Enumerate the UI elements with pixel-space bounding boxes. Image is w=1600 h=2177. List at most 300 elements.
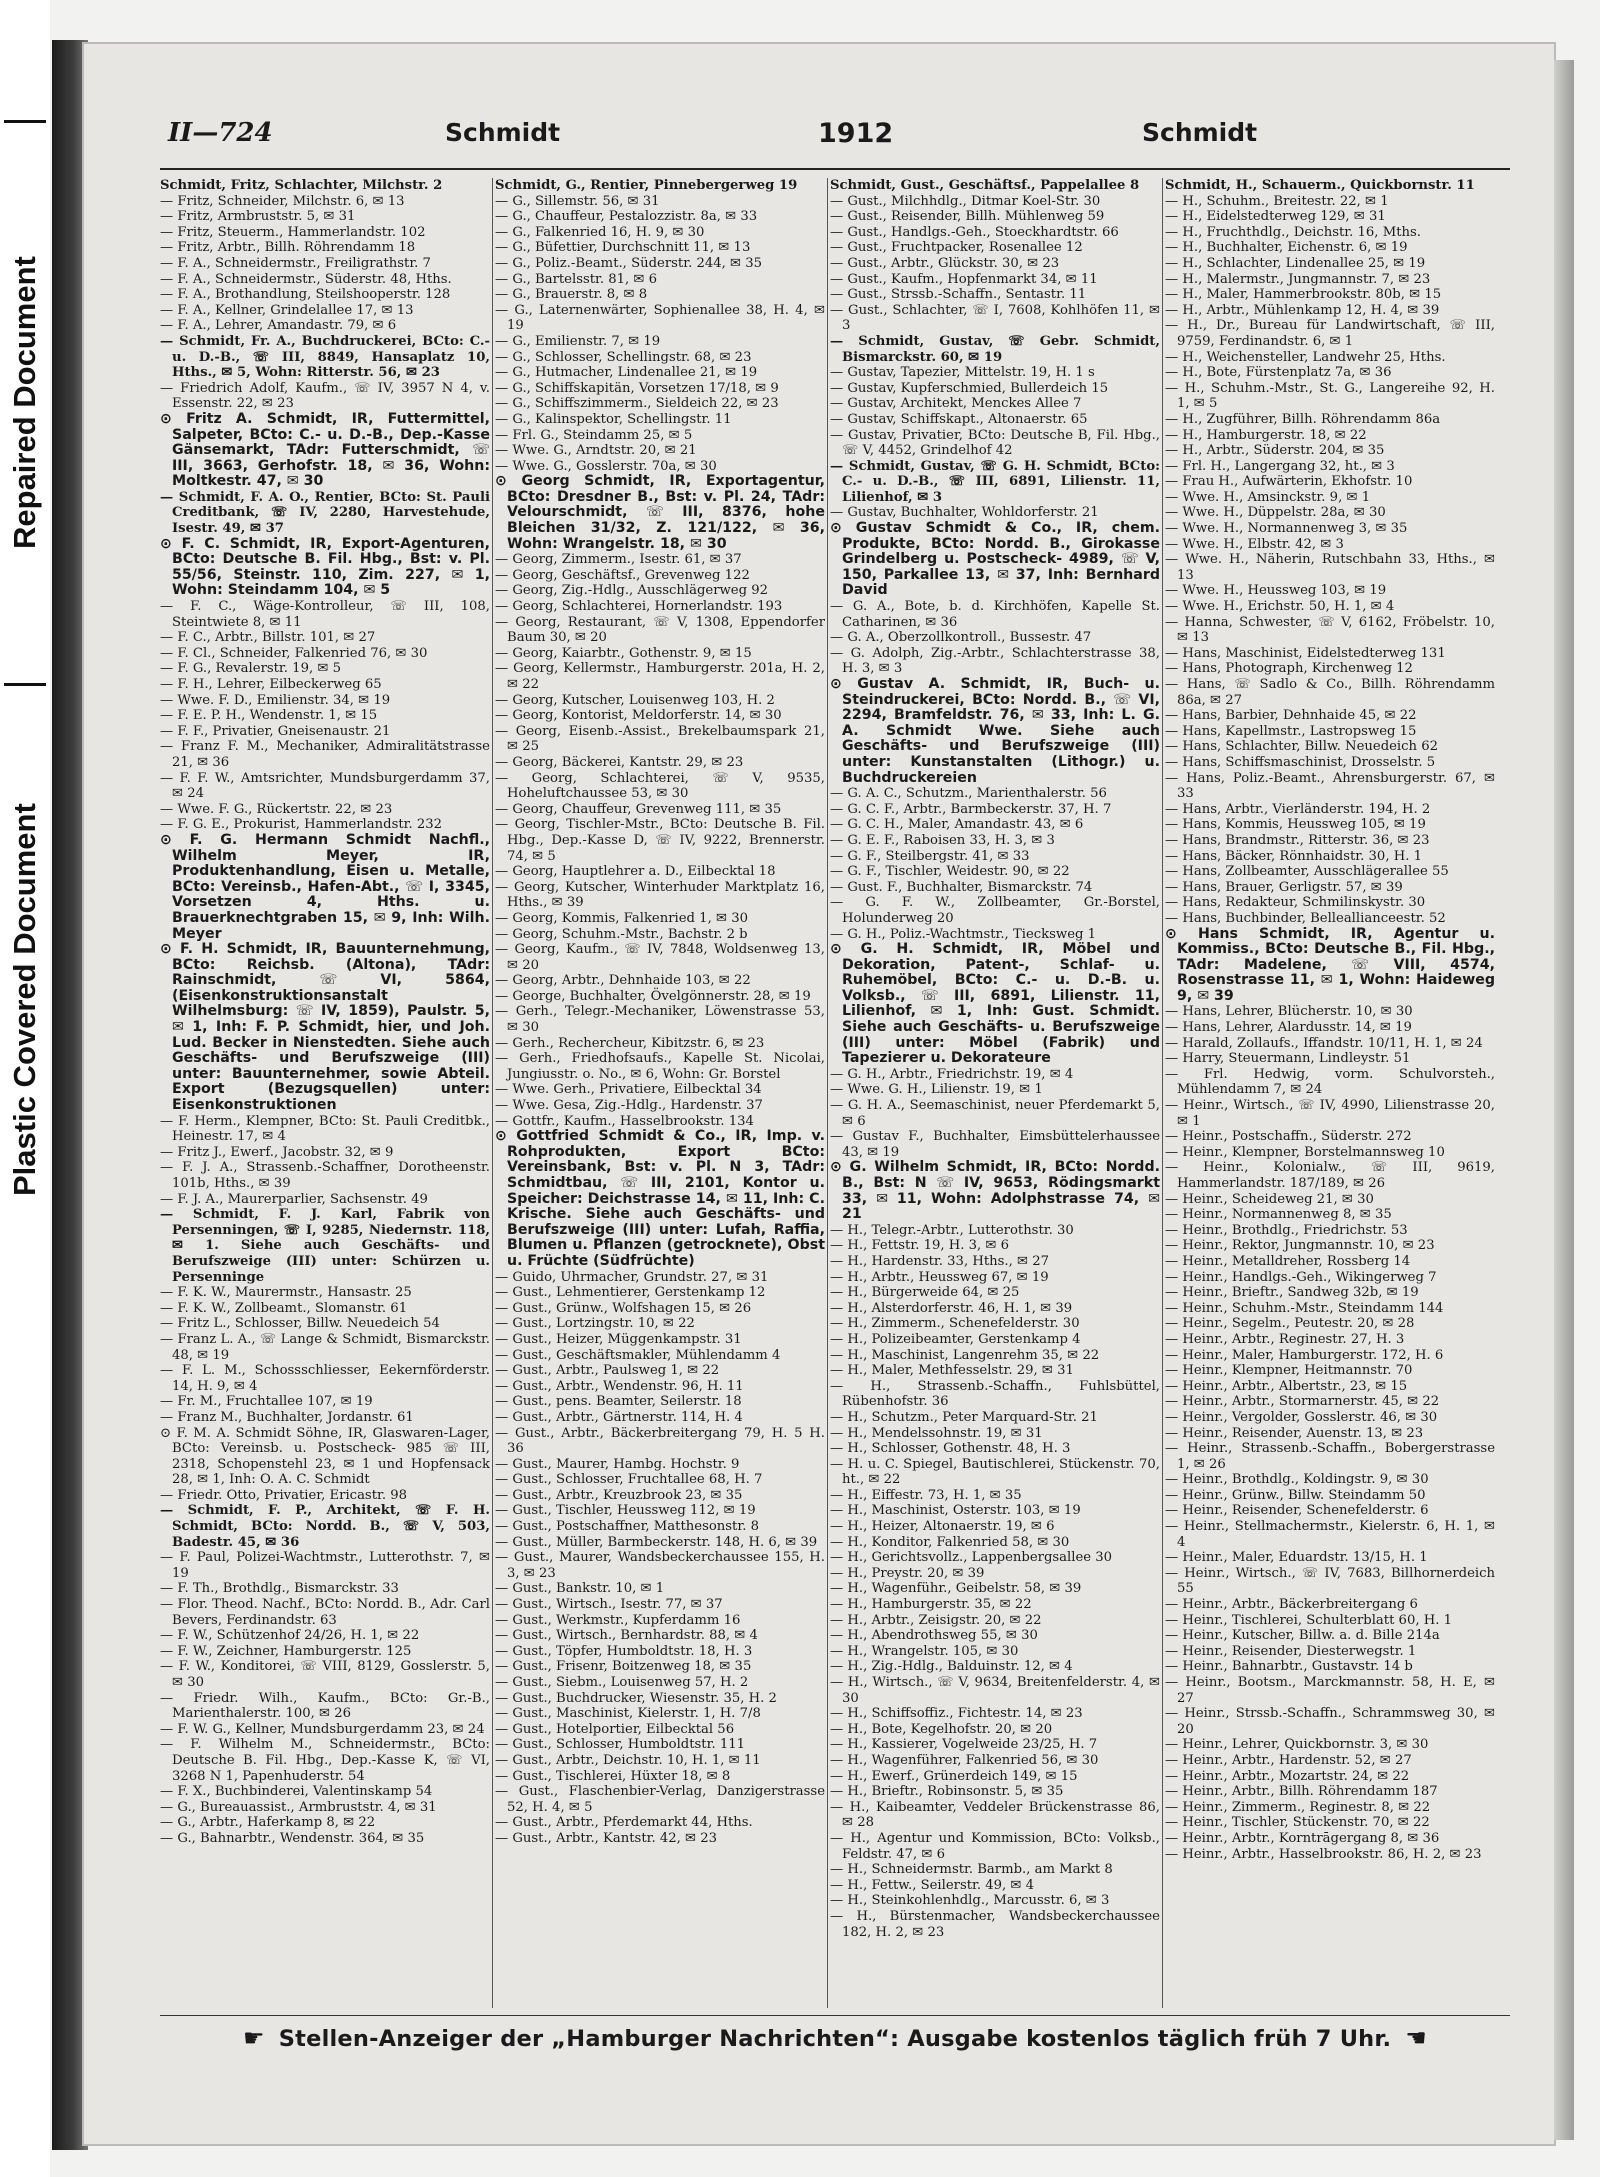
directory-entry: — H., Bürstenmacher, Wandsbeckerchaussee 182, H. 2, ✉ 23 [830,1908,1160,1940]
directory-entry: — H., Schuhm.-Mstr., St. G., Langereihe 92, H. 1, ✉ 5 [1165,380,1495,412]
directory-entry: — Heinr., Metalldreher, Rossberg 14 [1165,1253,1411,1269]
directory-entry: ⊙ F. C. Schmidt, IR, Export-Agenturen, BCto: Deutsche B. Fil. Hbg., Bst: v. Pl. 55/56, Steinstr. 110, Zim. 227, ✉ 1, Wohn: Steindamm 104, ✉ 5 [160,535,490,599]
directory-entry: — H., Fettstr. 19, H. 3, ✉ 6 [830,1238,1010,1254]
directory-entry: — H., Maschinist, Osterstr. 103, ✉ 19 [830,1503,1081,1519]
directory-entry: — Wwe. Gerh., Privatiere, Eilbecktal 34 [495,1082,762,1098]
directory-entry: — Wwe. H., Näherin, Rutschbahn 33, Hths., ✉ 13 [1165,552,1495,583]
directory-entry: — Gust., Buchdrucker, Wiesenstr. 35, H. 2 [495,1690,777,1706]
directory-entry: — Gustav, Tapezier, Mittelstr. 19, H. 1 s [830,365,1095,381]
directory-entry: — Wwe. H., Elbstr. 42, ✉ 3 [1165,536,1344,552]
directory-entry: — F. Paul, Polizei-Wachtmstr., Lutterothstr. 7, ✉ 19 [160,1550,490,1581]
header-rule [160,168,1510,170]
directory-entry: — F. Th., Brothdlg., Bismarckstr. 33 [160,1581,399,1597]
directory-entry: — Fr. M., Fruchtallee 107, ✉ 19 [160,1394,373,1410]
directory-entry: — F. W., Zeichner, Hamburgerstr. 125 [160,1643,412,1659]
directory-entry: — Gust., Arbtr., Pferdemarkt 44, Hths. [495,1815,753,1831]
directory-entry: — G. H., Arbtr., Friedrichstr. 19, ✉ 4 [830,1066,1074,1082]
directory-entry: — Heinr., Brothdlg., Friedrichstr. 53 [1165,1222,1408,1238]
directory-entry: — Heinr., Schuhm.-Mstr., Steindamm 144 [1165,1300,1444,1316]
directory-entry: — Georg, Zig.-Hdlg., Ausschlägerweg 92 [495,583,769,599]
directory-entry: — Gust., Flaschenbier-Verlag, Danzigerstrasse 52, H. 4, ✉ 5 [495,1784,825,1815]
directory-entry: — H., Arbtr., Süderstr. 204, ✉ 35 [1165,443,1385,459]
left-running-title: Schmidt [445,118,561,147]
directory-entry: — Hans, Barbier, Dehnhaide 45, ✉ 22 [1165,708,1417,724]
directory-entry: — Gust., Fruchtpacker, Rosenallee 12 [830,240,1083,256]
directory-entry: — Hans, Buchbinder, Belleallianceestr. 52 [1165,910,1446,926]
directory-entry: — Gustav, Kupferschmied, Bullerdeich 15 [830,380,1109,396]
directory-entry: — F. C., Arbtr., Billstr. 101, ✉ 27 [160,630,376,646]
directory-entry: — Gust., Bankstr. 10, ✉ 1 [495,1581,665,1597]
directory-entry: — H., Konditor, Falkenried 58, ✉ 30 [830,1534,1070,1550]
directory-entry: — H., Wagenführer, Falkenried 56, ✉ 30 [830,1752,1099,1768]
directory-entry: — Gustav, Schiffskapt., Altonaerstr. 65 [830,411,1088,427]
directory-entry: — Hans, Poliz.-Beamt., Ahrensburgerstr. 67, ✉ 33 [1165,770,1495,802]
directory-entry: — G., Kalinspektor, Schellingstr. 11 [495,411,732,427]
directory-entry: — H. u. C. Spiegel, Bautischlerei, Stückenstr. 70, ht., ✉ 22 [830,1456,1160,1488]
directory-entry: — F. W. G., Kellner, Mundsburgerdamm 23, ✉ 24 [160,1721,485,1737]
directory-entry: — H., Buchhalter, Eichenstr. 6, ✉ 19 [1165,240,1408,256]
directory-entry: — Heinr., Maler, Eduardstr. 13/15, H. 1 [1165,1550,1428,1566]
directory-entry: — Fritz L., Schlosser, Billw. Neuedeich 54 [160,1316,440,1332]
directory-entry: — G., Poliz.-Beamt., Süderstr. 244, ✉ 35 [495,255,763,271]
directory-entry: — G. E. F., Raboisen 33, H. 3, ✉ 3 [830,832,1055,848]
directory-entry: — H., Telegr.-Arbtr., Lutterothstr. 30 [830,1222,1074,1238]
column-divider [1162,178,1163,2008]
directory-entry: — Heinr., Scheideweg 21, ✉ 30 [1165,1191,1374,1207]
directory-entry: — F. E. P. H., Wendenstr. 1, ✉ 15 [160,708,378,724]
directory-entry: — Fritz, Arbtr., Billh. Röhrendamm 18 [160,240,416,256]
directory-entry: — Gust., Schlosser, Humboldtstr. 111 [495,1737,746,1753]
directory-entry: — Hans, Lehrer, Blücherstr. 10, ✉ 30 [1165,1004,1413,1020]
directory-entry: — Frl. G., Steindamm 25, ✉ 5 [495,427,693,443]
directory-entry: — Gust., Heizer, Müggenkampstr. 31 [495,1331,742,1347]
column-3 [830,178,1160,2008]
directory-entry: ⊙ G. H. Schmidt, IR, Möbel und Dekoration, Patent-, Schlaf- u. Ruhemöbel, BCto: C.- u. D.-B. u. Volksb., ☏ III, 6891, Lilienstr. 11, Lilienhof, ✉ 1, Inh: Gust. Schmidt. Siehe auch Geschäfts- u. Berufszweige (III) unter: Möbel (Fabrik) und Tapezierer u. Dekorateure [830,941,1160,1067]
column-2 [495,178,825,2008]
directory-entry: — H., Strassenb.-Schaffn., Fuhlsbüttel, Rübenhofstr. 36 [830,1378,1160,1410]
directory-entry: — F. K. W., Maurermstr., Hansastr. 25 [160,1285,412,1301]
directory-entry: — G. A., Oberzollkontroll., Bussestr. 47 [830,630,1092,646]
directory-entry: — G. A. C., Schutzm., Marienthalerstr. 56 [830,786,1107,802]
directory-entry: — Heinr., Zimmerm., Reginestr. 8, ✉ 22 [1165,1799,1431,1815]
directory-entry: — F. A., Kellner, Grindelallee 17, ✉ 13 [160,302,414,318]
pointing-hand-icon: ☚ [1405,2024,1427,2052]
directory-entry: — F. L. M., Schossschliesser, Eekernförderstr. 14, H. 9, ✉ 4 [160,1363,490,1394]
directory-entry: Schmidt, Fritz, Schlachter, Milchstr. 2 [160,178,443,193]
directory-entry: — Gust. F., Buchhalter, Bismarckstr. 74 [830,879,1093,895]
directory-entry: — Gust., Lortzingstr. 10, ✉ 22 [495,1316,695,1332]
directory-entry: — H., Maler, Methfesselstr. 29, ✉ 31 [830,1363,1074,1379]
directory-entry: — Wwe. H., Amsinckstr. 9, ✉ 1 [1165,489,1371,505]
directory-entry: — Schmidt, Gustav, ☏ Gebr. Schmidt, Bismarckstr. 60, ✉ 19 [830,333,1160,365]
directory-entry: — Heinr., Arbtr., Albertstr., 23, ✉ 15 [1165,1378,1408,1394]
directory-entry: — H., Schneidermstr. Barmb., am Markt 8 [830,1862,1113,1878]
directory-entry: — Heinr., Arbtr., Mozartstr. 24, ✉ 22 [1165,1768,1410,1784]
directory-entry: — Gust., Milchhdlg., Ditmar Koel-Str. 30 [830,193,1101,209]
directory-entry: — Georg, Kontorist, Meldorferstr. 14, ✉ 30 [495,708,782,724]
directory-entry: — Heinr., Rektor, Jungmannstr. 10, ✉ 23 [1165,1238,1435,1254]
directory-entry: — Gust., Frisenr, Boitzenweg 18, ✉ 35 [495,1659,752,1675]
directory-entry: — G. F. W., Zollbeamter, Gr.-Borstel, Holunderweg 20 [830,895,1160,926]
directory-entry: — Wwe. F. D., Emilienstr. 34, ✉ 19 [160,692,391,708]
directory-entry: — Schmidt, Fr. A., Buchdruckerei, BCto: C.- u. D.-B., ☏ III, 8849, Hansaplatz 10, Hths., ✉ 5, Wohn: Ritterstr. 56, ✉ 23 [160,333,490,381]
directory-entry: — Heinr., Normannenweg 8, ✉ 35 [1165,1207,1392,1223]
directory-entry: — H., Weichensteller, Landwehr 25, Hths. [1165,349,1446,365]
directory-entry: — H., Eiffestr. 73, H. 1, ✉ 35 [830,1487,1022,1503]
directory-entry: — H., Bürgerweide 64, ✉ 25 [830,1285,1020,1301]
directory-entry: — Heinr., Bahnarbtr., Gustavstr. 14 b [1165,1659,1413,1675]
footer-rule [160,2015,1510,2016]
directory-entry: — Heinr., Grünw., Billw. Steindamm 50 [1165,1487,1426,1503]
directory-entry: — Gust., Schlosser, Fruchtallee 68, H. 7 [495,1472,763,1488]
directory-entry: — H., Maschinist, Langenrehm 35, ✉ 22 [830,1347,1100,1363]
directory-entry: — Georg, Geschäftsf., Grevenweg 122 [495,567,750,583]
directory-entry: — G., Bahnarbtr., Wendenstr. 364, ✉ 35 [160,1830,425,1846]
directory-entry: — Gust., Wirtsch., Bernhardstr. 88, ✉ 4 [495,1628,758,1644]
directory-entry: — F. G., Revalerstr. 19, ✉ 5 [160,661,341,677]
directory-entry: — Schmidt, F. J. Karl, Fabrik von Persenningen, ☏ I, 9285, Niedernstr. 118, ✉ 1. Siehe auch Geschäfts- und Berufszweige (III) unter: Schürzen u. Persenninge [160,1207,490,1285]
directory-entry: — Schmidt, F. A. O., Rentier, BCto: St. Pauli Creditbank, ☏ IV, 2280, Harvestehude, Isestr. 49, ✉ 37 [160,489,490,537]
directory-entry: — Georg, Kutscher, Winterhuder Marktplatz 16, Hths., ✉ 39 [495,879,825,911]
directory-entry: — Gust., Handlgs.-Geh., Stoeckhardtstr. 66 [830,224,1119,240]
directory-entry: — G. C. F., Arbtr., Barmbeckerstr. 37, H. 7 [830,801,1112,817]
directory-entry: — Heinr., Klempner, Heitmannstr. 70 [1165,1363,1413,1379]
directory-entry: — F. Wilhelm M., Schneidermstr., BCto: Deutsche B. Fil. Hbg., Dep.-Kasse K, ☏ VI, 3268 N 1, Papenhuderstr. 54 [160,1737,490,1784]
directory-entry: — F. Cl., Schneider, Falkenried 76, ✉ 30 [160,645,428,661]
directory-entry: ⊙ F. G. Hermann Schmidt Nachfl., Wilhelm Meyer, IR, Produktenhandlung, Eisen u. Metalle, BCto: Vereinsb., Hafen-Abt., ☏ I, 3345, Vorsetzen 4, Hths. u. Brauerknechtgraben 15, ✉ 9, Inh: Wilh. Meyer [160,831,490,942]
directory-entry: — G., Sillemstr. 56, ✉ 31 [495,193,660,209]
directory-entry: — H., Preystr. 20, ✉ 39 [830,1565,985,1581]
directory-entry: — Gustav, Privatier, BCto: Deutsche B, Fil. Hbg., ☏ V, 4452, Grindelhof 42 [830,427,1160,459]
directory-entry: — Hans, Schlachter, Billw. Neuedeich 62 [1165,739,1439,755]
column-4 [1165,178,1495,2008]
page-edge [1554,60,1574,2140]
directory-entry: — Wwe. H., Düppelstr. 28a, ✉ 30 [1165,505,1386,521]
directory-entry: — Georg, Eisenb.-Assist., Brekelbaumspark 21, ✉ 25 [495,723,825,755]
directory-entry: — F. C., Wäge-Kontrolleur, ☏ III, 108, Steintwiete 8, ✉ 11 [160,599,490,630]
directory-entry: — Gust., Werkmstr., Kupferdamm 16 [495,1612,741,1628]
directory-entry: — Heinr., Stellmachermstr., Kielerstr. 6, H. 1, ✉ 4 [1165,1519,1495,1550]
directory-entry: — Hans, Schiffsmaschinist, Drosselstr. 5 [1165,754,1436,770]
directory-entry: — Harry, Steuermann, Lindleystr. 51 [1165,1051,1411,1067]
directory-entry: — Heinr., Arbtr., Reginestr. 27, H. 3 [1165,1331,1405,1347]
directory-entry: — Gust., Wirtsch., Isestr. 77, ✉ 37 [495,1597,723,1613]
directory-entry: — Heinr., Strssb.-Schaffn., Schrammsweg 30, ✉ 20 [1165,1706,1495,1737]
directory-entry: — H., Gerichtsvollz., Lappenbergsallee 30 [830,1550,1113,1566]
directory-entry: — Fritz, Armbruststr. 5, ✉ 31 [160,209,356,225]
directory-entry: — Gust., Lehmentierer, Gerstenkamp 12 [495,1285,766,1301]
directory-entry: — H., Hamburgerstr. 35, ✉ 22 [830,1597,1032,1613]
directory-entry: — Georg, Kaiarbtr., Gothenstr. 9, ✉ 15 [495,645,752,661]
directory-entry: — Fritz, Steuerm., Hammerlandstr. 102 [160,224,426,240]
directory-entry: — Gust., Kaufm., Hopfenmarkt 34, ✉ 11 [830,271,1098,287]
directory-entry: — Heinr., Kolonialw., ☏ III, 9619, Hammerlandstr. 187/189, ✉ 26 [1165,1160,1495,1191]
directory-entry: — H., Alsterdorferstr. 46, H. 1, ✉ 39 [830,1300,1073,1316]
directory-entry: — Gust., Grünw., Wolfshagen 15, ✉ 26 [495,1300,752,1316]
directory-entry: — F. J. A., Strassenb.-Schaffner, Dorotheenstr. 101b, Hths., ✉ 39 [160,1160,490,1191]
directory-entry: — G., Chauffeur, Pestalozzistr. 8a, ✉ 33 [495,209,758,225]
directory-entry: — Gust., Schlachter, ☏ I, 7608, Kohlhöfen 11, ✉ 3 [830,302,1160,334]
directory-entry: — Gust., Maurer, Hambg. Hochstr. 9 [495,1456,740,1472]
directory-entry: — Heinr., Kutscher, Billw. a. d. Bille 214a [1165,1628,1440,1644]
directory-entry: ⊙ Gustav A. Schmidt, IR, Buch- u. Steindruckerei, BCto: Nordd. B., ☏ VI, 2294, Bramfeldstr. 76, ✉ 33, Inh: L. G. A. Schmidt Wwe. Siehe auch Geschäfts- und Berufszweige (III) unter: Kunstanstalten (Lithogr.) u. Buchdruckereien [830,676,1160,786]
directory-entry: ⊙ G. Wilhelm Schmidt, IR, BCto: Nordd. B., Bst: N ☏ IV, 9653, Rödingsmarkt 33, ✉ 11, Wohn: Adolphstrasse 74, ✉ 21 [830,1159,1160,1223]
directory-entry: — Gerh., Friedhofsaufs., Kapelle St. Nicolai, Jungiusstr. o. No., ✉ 6, Wohn: Gr. Borstel [495,1051,825,1082]
directory-entry: — H., Dr., Bureau für Landwirtschaft, ☏ III, 9759, Ferdinandstr. 6, ✉ 1 [1165,318,1495,349]
directory-entry: — Gust., Arbtr., Glückstr. 30, ✉ 23 [830,255,1060,271]
pointing-hand-icon: ☛ [242,2024,265,2052]
archival-side-labels [0,0,50,2177]
directory-entry: — Wwe. G., Arndtstr. 20, ✉ 21 [495,443,697,459]
right-running-title: Schmidt [1142,118,1258,147]
directory-entry: — G. H. A., Seemaschinist, neuer Pferdemarkt 5, ✉ 6 [830,1098,1160,1129]
directory-entry: — Hanna, Schwester, ☏ V, 6162, Fröbelstr. 10, ✉ 13 [1165,614,1495,646]
directory-entry: — Heinr., Postschaffn., Süderstr. 272 [1165,1129,1412,1145]
directory-entry: — Gust., Tischlerei, Hüxter 18, ✉ 8 [495,1768,731,1784]
directory-entry: — H., Hardenstr. 33, Hths., ✉ 27 [830,1253,1049,1269]
directory-entry: — G. Adolph, Zig.-Arbtr., Schlachterstrasse 38, H. 3, ✉ 3 [830,645,1160,677]
directory-entry: — H., Wrangelstr. 105, ✉ 30 [830,1643,1019,1659]
directory-entry: — G. F., Tischler, Weidestr. 90, ✉ 22 [830,864,1070,880]
directory-entry: — Fritz J., Ewerf., Jacobstr. 32, ✉ 9 [160,1144,394,1160]
directory-entry: ⊙ Georg Schmidt, IR, Exportagentur, BCto: Dresdner B., Bst: v. Pl. 24, TAdr: Velourschmidt, ☏ III, 8376, hohe Bleichen 31/32, Z. 121/122, ✉ 36, Wohn: Wrangelstr. 18, ✉ 30 [495,473,825,552]
page-footer-advert [160,2024,1510,2052]
directory-entry: — Heinr., Arbtr., Bäckerbreitergang 6 [1165,1597,1418,1613]
directory-entry: — Heinr., Arbtr., Korntrāgergang 8, ✉ 36 [1165,1830,1440,1846]
directory-entry: ⊙ Hans Schmidt, IR, Agentur u. Kommiss., BCto: Deutsche B., Fil. Hbg., TAdr: Madelene, ☏ VIII, 4574, Rosenstrasse 11, ✉ 1, Wohn: Haideweg 9, ✉ 39 [1165,925,1495,1004]
directory-entry: — Hans, Kommis, Heussweg 105, ✉ 19 [1165,817,1426,833]
directory-entry: — Georg, Kutscher, Louisenweg 103, H. 2 [495,692,775,708]
directory-entry: — H., Arbtr., Mühlenkamp 12, H. 4, ✉ 39 [1165,302,1440,318]
directory-entry: — Gust., Strssb.-Schaffn., Sentastr. 11 [830,287,1087,303]
column-divider [827,178,828,2008]
directory-entry: — G., Brauerstr. 8, ✉ 8 [495,287,648,303]
directory-entry: — H., Ewerf., Grünerdeich 149, ✉ 15 [830,1768,1078,1784]
directory-entry: — H., Schiffsoffiz., Fichtestr. 14, ✉ 23 [830,1706,1083,1722]
directory-entry: — G., Schiffszimmerm., Sieldeich 22, ✉ 23 [495,396,779,412]
directory-entry: — F. A., Schneidermstr., Süderstr. 48, Hths. [160,271,452,287]
directory-entry: — Gust., Töpfer, Humboldtstr. 18, H. 3 [495,1643,753,1659]
directory-entry: — Hans, Photograph, Kirchenweg 12 [1165,661,1413,677]
directory-entry: — G. C. H., Maler, Amandastr. 43, ✉ 6 [830,817,1084,833]
directory-entry: — G., Schlosser, Schellingstr. 68, ✉ 23 [495,349,752,365]
column-1 [160,178,490,2008]
directory-entry: — Heinr., Arbtr., Billh. Röhrendamm 187 [1165,1784,1438,1800]
directory-entry: — F. A., Brothandlung, Steilshooperstr. 128 [160,287,451,303]
directory-entry: — Gust., Tischler, Heussweg 112, ✉ 19 [495,1503,756,1519]
directory-entry: — Wwe. H., Normannenweg 3, ✉ 35 [1165,521,1408,537]
directory-entry: — Friedrich Adolf, Kaufm., ☏ IV, 3957 N 4, v. Essenstr. 22, ✉ 23 [160,380,490,412]
directory-entry: — H., Abendrothsweg 55, ✉ 30 [830,1628,1038,1644]
directory-entry: ⊙ F. M. A. Schmidt Söhne, IR, Glaswaren-Lager, BCto: Vereinsb. u. Postscheck- 985 ☏ III, 2318, Schopenstehl 23, ✉ 1 und Hopfensack 28, ✉ 1, Inh: O. A. C. Schmidt [160,1425,490,1488]
directory-entry: — H., Bote, Kegelhofstr. 20, ✉ 20 [830,1721,1053,1737]
directory-entry: — Hans, ☏ Sadlo & Co., Billh. Röhrendamm 86a, ✉ 27 [1165,677,1495,708]
directory-entry: — Gust., Arbtr., Paulsweg 1, ✉ 22 [495,1363,720,1379]
directory-entry: — Fritz, Schneider, Milchstr. 6, ✉ 13 [160,193,405,209]
directory-entry: — Franz M., Buchhalter, Jordanstr. 61 [160,1409,414,1425]
directory-entry: — H., Mendelssohnstr. 19, ✉ 31 [830,1425,1043,1441]
directory-entry: — F. G. E., Prokurist, Hammerlandstr. 232 [160,817,443,833]
directory-entry: — Franz L. A., ☏ Lange & Schmidt, Bismarckstr. 48, ✉ 19 [160,1331,490,1363]
directory-entry: — H., Arbtr., Heussweg 67, ✉ 19 [830,1269,1049,1285]
directory-entry: — Hans, Bäcker, Rönnhaidstr. 30, H. 1 [1165,848,1422,864]
directory-entry: — Georg, Kaufm., ☏ IV, 7848, Woldsenweg 13, ✉ 20 [495,942,825,973]
directory-entry: — Gust., Müller, Barmbeckerstr. 148, H. 6, ✉ 39 [495,1534,818,1550]
directory-entry: — H., Arbtr., Zeisigstr. 20, ✉ 22 [830,1612,1042,1628]
directory-entry: — Gust., Arbtr., Bäckerbreitergang 79, H. 5 H. 36 [495,1425,825,1457]
directory-entry: — Heinr., Tischlerei, Schulterblatt 60, H. 1 [1165,1612,1453,1628]
directory-entry: — Georg, Schuhm.-Mstr., Bachstr. 2 b [495,926,748,942]
directory-entry: — Gottfr., Kaufm., Hasselbrookstr. 134 [495,1113,754,1129]
directory-entry: — Heinr., Wirtsch., ☏ IV, 4990, Lilienstrasse 20, ✉ 1 [1165,1098,1495,1129]
directory-entry: — Hans, Maschinist, Eidelstedterweg 131 [1165,645,1446,661]
directory-entry: — Hans, Kapellmstr., Lastropsweg 15 [1165,723,1417,739]
directory-entry: — Hans, Brauer, Gerligstr. 57, ✉ 39 [1165,879,1403,895]
directory-entry: — Gust., pens. Beamter, Seilerstr. 18 [495,1394,742,1410]
directory-entry: — Gust., Arbtr., Kantstr. 42, ✉ 23 [495,1830,718,1846]
directory-entry: — H., Zig.-Hdlg., Balduinstr. 12, ✉ 4 [830,1659,1073,1675]
directory-entry: — F. J. A., Maurerparlier, Sachsenstr. 49 [160,1191,428,1207]
directory-entry: — Gustav, Buchhalter, Wohldorferstr. 21 [830,505,1099,521]
directory-entry: — F. Herm., Klempner, BCto: St. Pauli Creditbk., Heinestr. 17, ✉ 4 [160,1113,490,1145]
directory-entry: — Heinr., Reisender, Auenstr. 13, ✉ 23 [1165,1425,1424,1441]
directory-entry: — H., Heizer, Altonaerstr. 19, ✉ 6 [830,1519,1055,1535]
directory-entry: — Georg, Chauffeur, Grevenweg 111, ✉ 35 [495,801,782,817]
directory-entry: — Gust., Postschaffner, Matthesonstr. 8 [495,1519,759,1535]
directory-entry: — F. A., Lehrer, Amandastr. 79, ✉ 6 [160,318,397,334]
directory-entry: — Georg, Zimmerm., Isestr. 61, ✉ 37 [495,552,742,568]
directory-entry: — Heinr., Vergolder, Gosslerstr. 46, ✉ 30 [1165,1409,1438,1425]
directory-entry: — F. F. W., Amtsrichter, Mundsburgerdamm 37, ✉ 24 [160,770,490,802]
directory-entry: — Georg, Tischler-Mstr., BCto: Deutsche B. Fil. Hbg., Dep.-Kasse D, ☏ IV, 9222, Brennerstr. 74, ✉ 5 [495,817,825,864]
directory-entry: — Friedr. Wilh., Kaufm., BCto: Gr.-B., Marienthalerstr. 100, ✉ 26 [160,1690,490,1722]
directory-entry: — Wwe. G. H., Lilienstr. 19, ✉ 1 [830,1082,1043,1098]
column-divider [492,178,493,2008]
directory-entry: — Heinr., Brieftr., Sandweg 32b, ✉ 19 [1165,1285,1419,1301]
directory-entry: — Heinr., Arbtr., Stormarnerstr. 45, ✉ 22 [1165,1394,1440,1410]
directory-entry: — H., Schuhm., Breitestr. 22, ✉ 1 [1165,193,1389,209]
directory-entry: Schmidt, G., Rentier, Pinnebergerweg 19 [495,178,798,193]
directory-entry: — G., Hutmacher, Lindenallee 21, ✉ 19 [495,365,758,381]
directory-entry: — Heinr., Strassenb.-Schaffn., Bobergerstrasse 1, ✉ 26 [1165,1441,1495,1472]
directory-entry: — F. K. W., Zollbeamt., Slomanstr. 61 [160,1300,408,1316]
directory-entry: — Heinr., Wirtsch., ☏ IV, 7683, Billhornerdeich 55 [1165,1565,1495,1597]
directory-entry: — Georg, Hauptlehrer a. D., Eilbecktal 18 [495,864,776,880]
directory-entry: — Harald, Zollaufs., Iffandstr. 10/11, H. 1, ✉ 24 [1165,1035,1483,1051]
directory-entry: — G., Emilienstr. 7, ✉ 19 [495,333,661,349]
directory-entry: — Heinr., Tischler, Stückenstr. 70, ✉ 22 [1165,1815,1430,1831]
directory-entry: — H., Schutzm., Peter Marquard-Str. 21 [830,1409,1098,1425]
directory-entry: — Heinr., Handlgs.-Geh., Wikingerweg 7 [1165,1269,1437,1285]
directory-entry: — H., Polizeibeamter, Gerstenkamp 4 [830,1331,1081,1347]
directory-entry: — Georg, Kommis, Falkenried 1, ✉ 30 [495,910,748,926]
directory-year: 1912 [818,118,894,149]
directory-entry: — G., Falkenried 16, H. 9, ✉ 30 [495,224,705,240]
directory-entry: ⊙ Gottfried Schmidt & Co., IR, Imp. v. Rohprodukten, Export BCto: Vereinsbank, Bst: v. Pl. N 3, TAdr: Schmidtbau, ☏ III, 2101, Kontor u. Speicher: Deichstrasse 14, ✉ 11, Inh: C. Krische. Siehe auch Geschäfts- und Berufszweige (III) unter: Lufah, Raffia, Blumen u. Pflanzen (getrocknete), Obst u. Früchte (Südfrüchte) [495,1128,825,1269]
directory-entry: — Georg, Schlachterei, Hornerlandstr. 193 [495,599,783,615]
directory-entry: — F. W., Schützenhof 24/26, H. 1, ✉ 22 [160,1628,420,1644]
directory-entry: — Wwe. Gesa, Zig.-Hdlg., Hardenstr. 37 [495,1098,763,1114]
directory-entry: — H., Maler, Hammerbrookstr. 80b, ✉ 15 [1165,287,1442,303]
directory-entry: — Wwe. H., Heussweg 103, ✉ 19 [1165,583,1387,599]
directory-entry: — H., Steinkohlenhdlg., Marcusstr. 6, ✉ 3 [830,1893,1110,1909]
directory-entry: — Georg, Bäckerei, Kantstr. 29, ✉ 23 [495,754,744,770]
directory-entry: — H., Eidelstedterweg 129, ✉ 31 [1165,209,1386,225]
directory-entry: — H., Schlosser, Gothenstr. 48, H. 3 [830,1441,1071,1457]
directory-entry: — Gust., Arbtr., Gärtnerstr. 114, H. 4 [495,1409,743,1425]
directory-entry: — Hans, Redakteur, Schmilinskystr. 30 [1165,895,1426,911]
page-number: II—724 [168,118,273,148]
directory-entry: — Wwe. G., Gosslerstr. 70a, ✉ 30 [495,458,717,474]
directory-entry: — F. W., Konditorei, ☏ VIII, 8129, Gosslerstr. 5, ✉ 30 [160,1659,490,1690]
directory-entry: ⊙ Fritz A. Schmidt, IR, Futtermittel, Salpeter, BCto: C.- u. D.-B., Dep.-Kasse Gänsemarkt, TAdr: Futterschmidt, ☏ III, 3663, Gerhofstr. 18, ✉ 36, Wohn: Moltkestr. 47, ✉ 30 [160,410,490,490]
directory-entry: — G., Laternenwärter, Sophienallee 38, H. 4, ✉ 19 [495,302,825,334]
directory-entry: Schmidt, Gust., Geschäftsf., Pappelallee 8 [830,178,1140,193]
directory-entry: ⊙ F. H. Schmidt, IR, Bauunternehmung, BCto: Reichsb. (Altona), TAdr: Rainschmidt, ☏ VI, 5864, (Eisenkonstruktionsanstalt Wilhelmsburg: ☏ IV, 1859), Paulstr. 5, ✉ 1, Inh: F. P. Schmidt, hier, und Joh. Lud. Becker in Nienstedten. Siehe auch Geschäfts- und Berufszweige (III) unter: Bauunternehmer, sowie Abteil. Export (Bezugsquellen) unter: Eisenkonstruktionen [160,941,490,1114]
directory-entry: — G., Bartelsstr. 81, ✉ 6 [495,271,658,287]
directory-entry: — Wwe. H., Erichstr. 50, H. 1, ✉ 4 [1165,599,1395,615]
directory-entry: — G. H., Poliz.-Wachtmstr., Tiecksweg 1 [830,926,1097,942]
directory-entry: — Wwe. F. G., Rückertstr. 22, ✉ 23 [160,801,393,817]
directory-entry: — G., Arbtr., Haferkamp 8, ✉ 22 [160,1815,376,1831]
directory-entry: — Heinr., Reisender, Schenefelderstr. 6 [1165,1503,1429,1519]
directory-entry: — H., Bote, Fürstenplatz 7a, ✉ 36 [1165,365,1392,381]
directory-entry: — Guido, Uhrmacher, Grundstr. 27, ✉ 31 [495,1269,769,1285]
directory-entry: — Heinr., Klempner, Borstelmannsweg 10 [1165,1144,1445,1160]
directory-entry: — Gust., Geschäftsmakler, Mühlendamm 4 [495,1347,781,1363]
directory-entry: — H., Fruchthdlg., Deichstr. 16, Mths. [1165,224,1421,240]
directory-entry: — Georg, Schlachterei, ☏ V, 9535, Hoheluftchaussee 53, ✉ 30 [495,770,825,802]
directory-entry: — Gust., Arbtr., Deichstr. 10, H. 1, ✉ 11 [495,1752,761,1768]
directory-entry: — Gerh., Rechercheur, Kibitzstr. 6, ✉ 23 [495,1035,765,1051]
directory-entry: — Gust., Maurer, Wandsbeckerchaussee 155, H. 3, ✉ 23 [495,1550,825,1581]
directory-entry: — H., Malermstr., Jungmannstr. 7, ✉ 23 [1165,271,1431,287]
directory-entry: — Heinr., Reisender, Diesterwegstr. 1 [1165,1643,1417,1659]
directory-entry: — Hans, Brandmstr., Ritterstr. 36, ✉ 23 [1165,832,1430,848]
directory-entry: ⊙ Gustav Schmidt & Co., IR, chem. Produkte, BCto: Nordd. B., Girokasse Grindelberg u. Postscheck- 4989, ☏ V, 150, Parkallee 13, ✉ 37, Inh: Bernhard David [830,520,1160,599]
directory-entry: — H., Schlachter, Lindenallee 25, ✉ 19 [1165,255,1426,271]
directory-entry: — Schmidt, F. P., Architekt, ☏ F. H. Schmidt, BCto: Nordd. B., ☏ V, 503, Badestr. 45, ✉ 36 [160,1503,490,1550]
directory-entry: — George, Buchhalter, Övelgönnerstr. 28, ✉ 19 [495,988,811,1004]
directory-entry: — H., Wagenführ., Geibelstr. 58, ✉ 39 [830,1581,1082,1597]
repaired-document-label: Repaired Document [4,120,46,686]
directory-entry: — Gust., Arbtr., Wendenstr. 96, H. 11 [495,1378,744,1394]
plastic-covered-document-label: Plastic Covered Document [7,803,42,1197]
directory-entry: — Gerh., Telegr.-Mechaniker, Löwenstrasse 53, ✉ 30 [495,1004,825,1036]
directory-entry: — Frau H., Aufwärterin, Ekhofstr. 10 [1165,474,1413,490]
directory-entry: — F. F., Privatier, Gneisenaustr. 21 [160,723,391,739]
directory-entry: — Gust., Hotelportier, Eilbecktal 56 [495,1721,735,1737]
directory-entry: — G., Bureauassist., Armbruststr. 4, ✉ 31 [160,1799,437,1815]
directory-entry: — Flor. Theod. Nachf., BCto: Nordd. B., Adr. Carl Bevers, Ferdinandstr. 63 [160,1597,490,1628]
directory-entry: — F. H., Lehrer, Eilbeckerweg 65 [160,677,382,692]
directory-entry: — Heinr., Arbtr., Hasselbrookstr. 86, H. 2, ✉ 23 [1165,1846,1482,1862]
directory-entry: — G. A., Bote, b. d. Kirchhöfen, Kapelle St. Catharinen, ✉ 36 [830,599,1160,630]
directory-entry: — Hans, Zollbeamter, Ausschlägerallee 55 [1165,864,1449,880]
directory-entry: — H., Fettw., Seilerstr. 49, ✉ 4 [830,1877,1035,1893]
directory-entry: — Heinr., Arbtr., Hardenstr. 52, ✉ 27 [1165,1752,1412,1768]
directory-entry: — Heinr., Brothdlg., Koldingstr. 9, ✉ 30 [1165,1472,1429,1488]
page-header [160,118,1510,158]
directory-entry: — Heinr., Maler, Hamburgerstr. 172, H. 6 [1165,1347,1444,1363]
directory-entry: — H., Agentur und Kommission, BCto: Volksb., Feldstr. 47, ✉ 6 [830,1830,1160,1862]
directory-entry: — H., Wirtsch., ☏ V, 9634, Breitenfelderstr. 4, ✉ 30 [830,1675,1160,1706]
directory-entry: — Georg, Restaurant, ☏ V, 1308, Eppendorfer Baum 30, ✉ 20 [495,614,825,646]
directory-entry: — G., Büfettier, Durchschnitt 11, ✉ 13 [495,240,751,256]
directory-entry: — Gustav, Architekt, Menckes Allee 7 [830,396,1082,412]
directory-entry: — Schmidt, Gustav, ☏ G. H. Schmidt, BCto: C.- u. D.-B., ☏ III, 6891, Lilienstr. 11, Lilienhof, ✉ 3 [830,458,1160,505]
directory-entry: — Gustav F., Buchhalter, Eimsbüttelerhaussee 43, ✉ 19 [830,1129,1160,1160]
